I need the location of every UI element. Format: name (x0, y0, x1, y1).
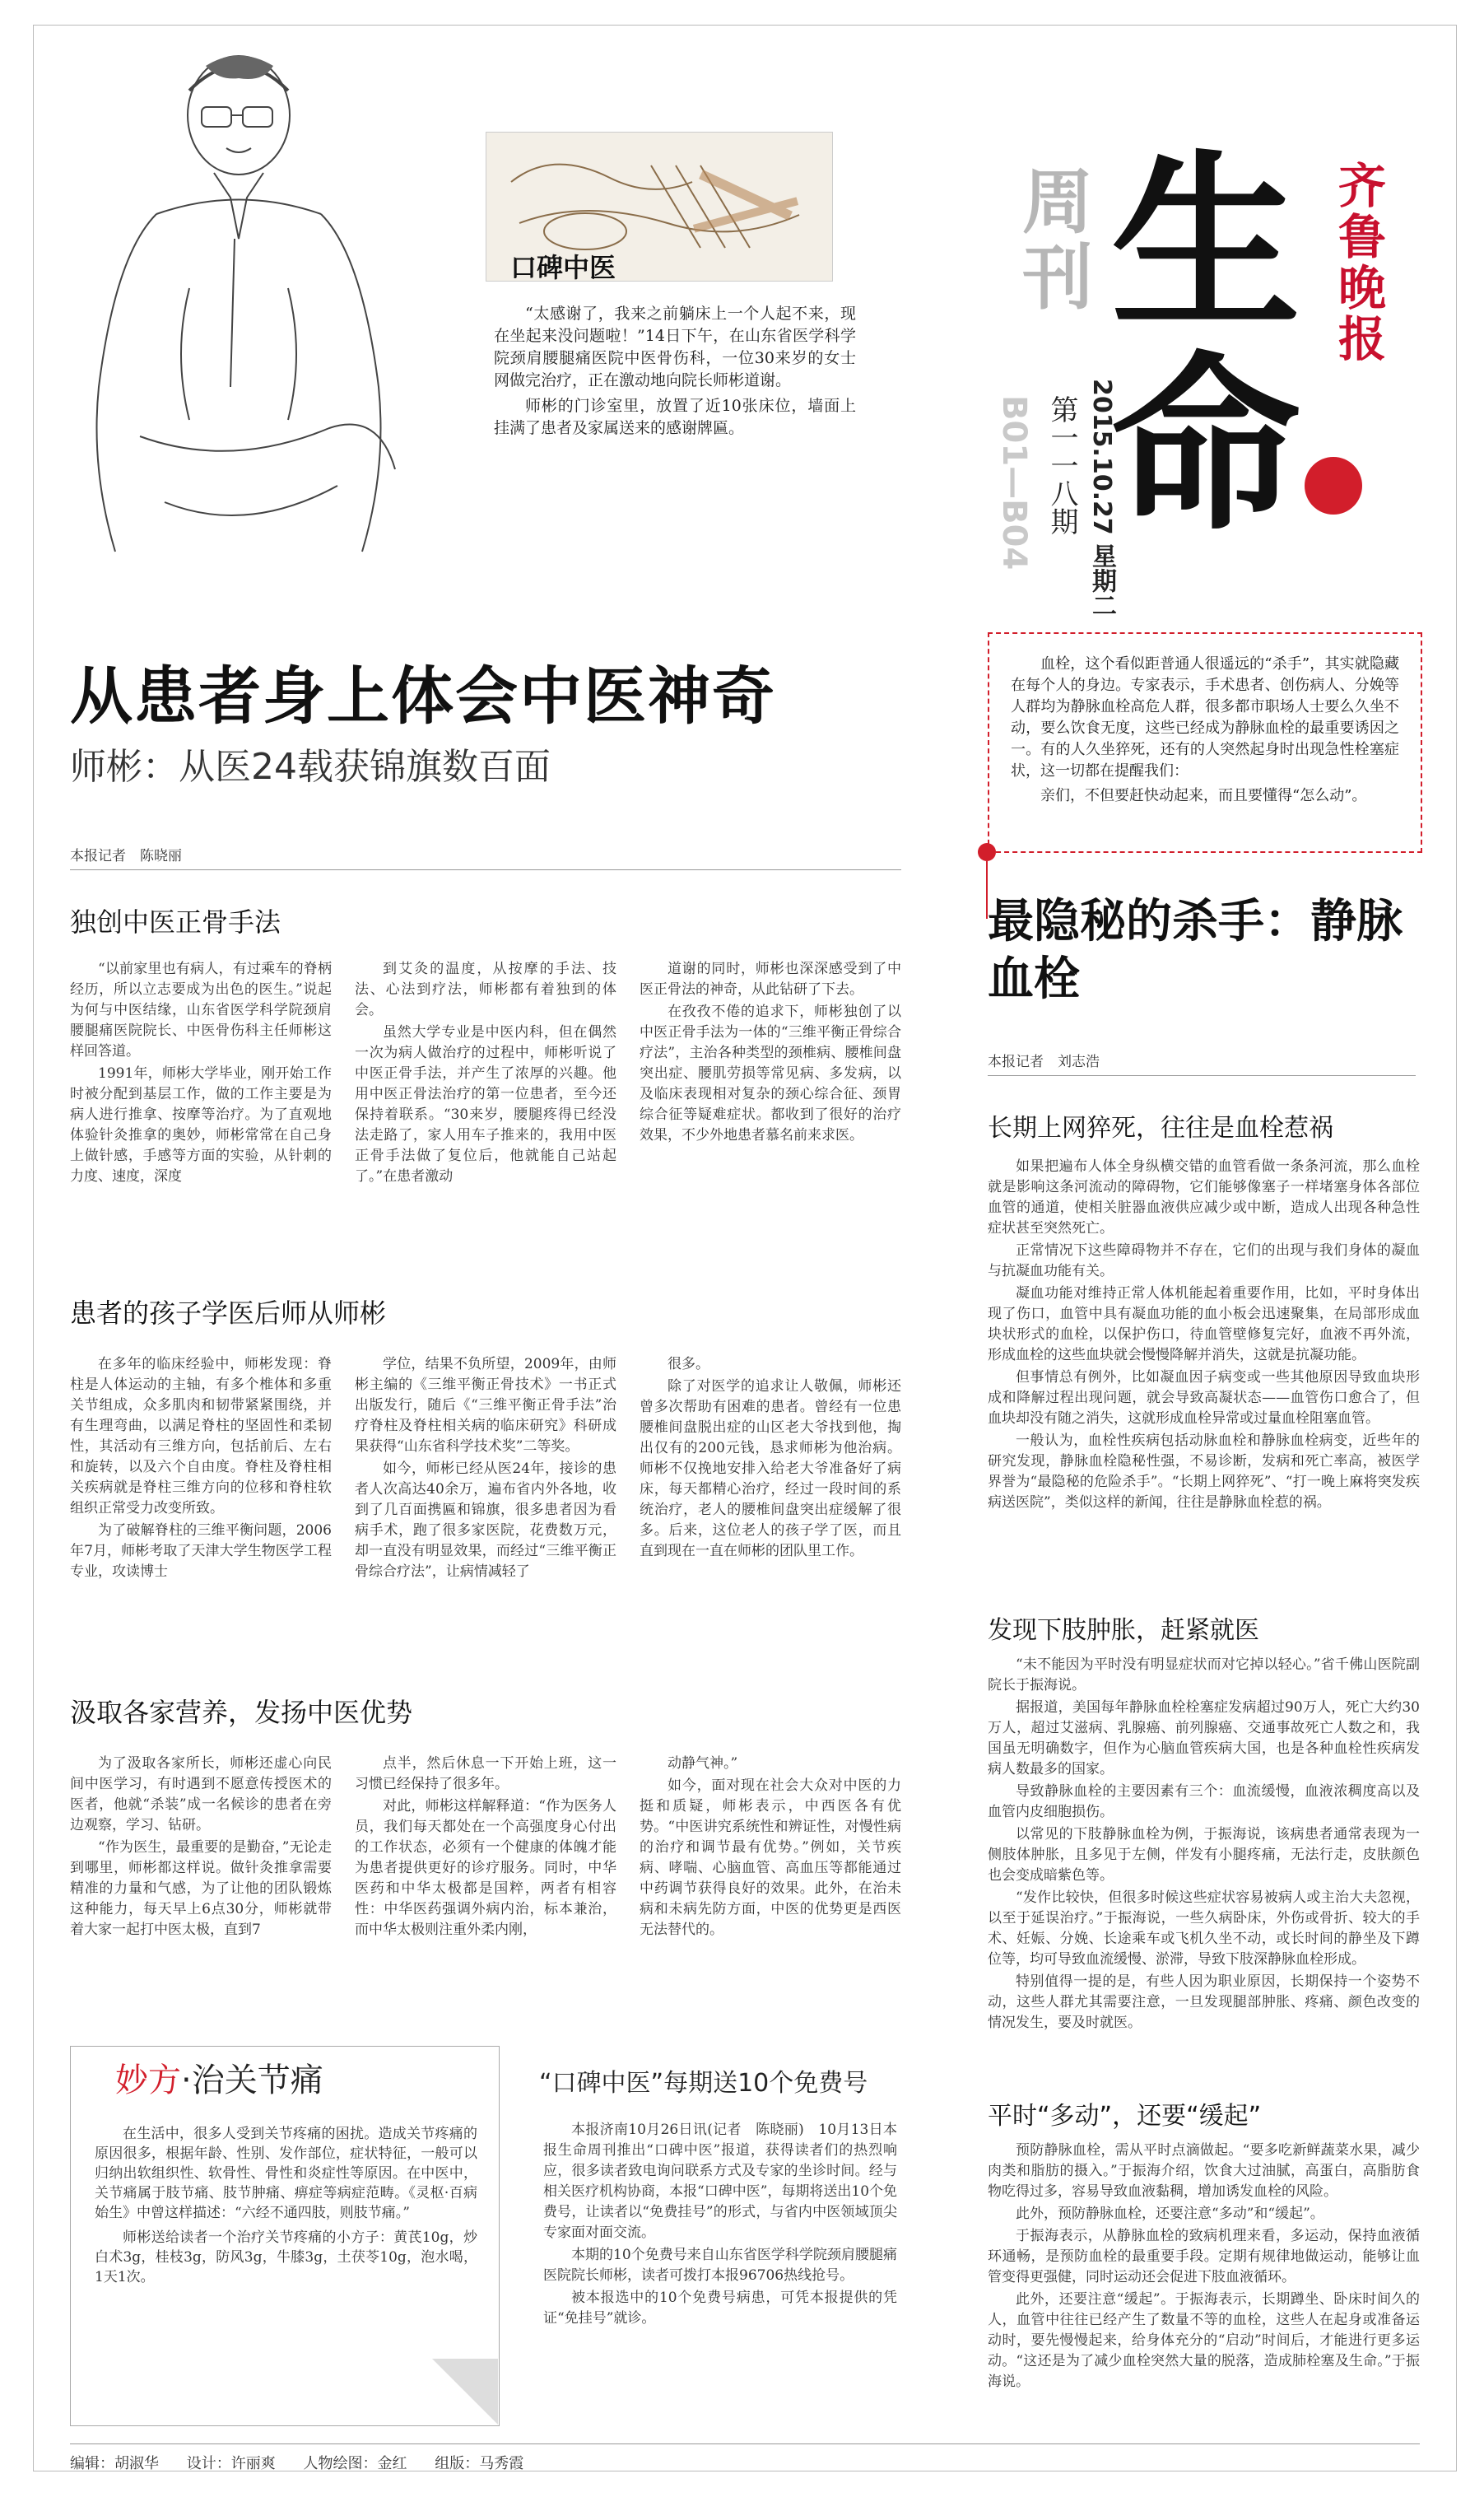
paragraph: 为了汲取各家所长，师彬还虚心向民间中医学习，有时遇到不愿意传授医术的医者，他就“杀装”成一名候诊的患者在旁边观察，学习、钻研。 (70, 1755, 332, 1833)
brand-logo: 齐鲁晚报 (1337, 158, 1386, 367)
text-column (640, 1354, 901, 1651)
masthead-red-dot (1305, 457, 1362, 515)
masthead-life: 生命 (1110, 135, 1300, 557)
issue-date-text: 2015.10.27 (1087, 379, 1116, 535)
intro-paragraph: “太感谢了，我来之前躺床上一个人起不来，现在坐起来没问题啦！”14日下午，在山东省医学科学院颈肩腰腿痛医院中医骨伤科，一位30来岁的女士网做完治疗，正在激动地向院长师彬道谢。 (494, 305, 856, 389)
credits-footer (70, 2452, 547, 2473)
paragraph: 凝血功能对维持正常人体机能起着重要作用，比如，平时身体出现了伤口，血管中具有凝血功能的血小板会迅速聚集，在局部形成血块状形式的血栓，以保护伤口，待血管壁修复完好，血液不再外流，形成血栓的这些血块就会慢慢降解并消失，这就是抗凝功能。 (988, 1285, 1420, 1363)
text-column (355, 959, 616, 1280)
footer-divider (70, 2443, 1420, 2444)
main-subheadline: 师彬：从医24载获锦旗数百面 (70, 746, 551, 788)
paragraph: 导致静脉血栓的主要因素有三个：血流缓慢，血液浓稠度高以及血管内皮细胞损伤。 (988, 1783, 1420, 1820)
page-range: B01—B04 (995, 395, 1033, 571)
paragraph: 如果把遍布人体全身纵横交错的血管看做一条条河流，那么血栓就是影响这条河流动的障碍物，它们能够像塞子一样堵塞身体各部位血管的通道，使相关脏器血液供应减少或中断，造成人出现各种急性症状甚至突然死亡。 (988, 1158, 1420, 1237)
text-column (70, 959, 332, 1280)
issue-weekday: 星期二 (1087, 543, 1116, 618)
paragraph: 动静气神。” (668, 1755, 738, 1772)
credit-layout: 组版：马秀霞 (435, 2455, 524, 2472)
masthead-weekly: 周刊 (1022, 161, 1093, 319)
section-columns (70, 1354, 901, 1651)
feature-intro (494, 303, 856, 443)
paragraph: 学位，结果不负所望，2009年，由师彬主编的《三维平衡正骨技术》一书正式出版发行，随后《“三维平衡正骨手法”治疗脊柱及脊柱相关病的临床研究》科研成果获得“山东省科学技术奖”二等奖。 (355, 1356, 616, 1455)
doctor-portrait-sketch (66, 41, 453, 576)
section-heading: 长期上网猝死，往往是血栓惹祸 (988, 1114, 1333, 1143)
section-text (988, 1157, 1420, 1585)
feature-byline: 本报记者 陈晓丽 (70, 844, 901, 870)
paragraph: 对此，师彬这样解释道：“作为医务人员，我们每天都处在一个高强度身心付出的工作状态，必须有一个健康的体魄才能为患者提供更好的诊疗服务。同时，中华医药和中华太极都是国粹，两者有相容性：中华医药强调外病内治，标本兼治，而中华太极则注重外柔内刚， (355, 1798, 616, 1938)
section-columns (70, 1754, 901, 2025)
remedy-title (115, 2054, 323, 2101)
remedy-title-rest: ·治关节痛 (181, 2061, 323, 2099)
paragraph: 本报济南10月26日讯(记者 陈晓丽) 10月13日本报生命周刊推出“口碑中医”报道，获得读者们的热烈响应，很多读者致电询问联系方式及专家的坐诊时间。经与相关医疗机构协商，本报“口碑中医”，每期将送出10个免费号，让读者以“免费挂号”的形式，与省内中医领域顶尖专家面对面交流。 (543, 2122, 898, 2241)
paragraph: 到艾灸的温度，从按摩的手法、技法、心法到疗法，师彬都有着独到的体会。 (355, 961, 616, 1018)
lead-red-dot (978, 843, 996, 861)
text-column (640, 1754, 901, 2025)
text-column (355, 1754, 616, 2025)
paragraph: 在孜孜不倦的追求下，师彬独创了以中医正骨手法为一体的“三维平衡正骨综合疗法”，主治各种类型的颈椎病、腰椎间盘突出症、腰肌劳损等常见病、多发病，以及临床表现相对复杂的颈心综合征、颈胃综合征等疑难症状。都收到了很好的治疗效果，不少外地患者慕名前来求医。 (640, 1004, 901, 1144)
paragraph: 一般认为，血栓性疾病包括动脉血栓和静脉血栓病变，近些年的研究发现，静脉血栓隐秘性强，不易诊断，发病和死亡率高，被医学界誉为“最隐秘的危险杀手”。“长期上网猝死”、“打一晚上麻将突发疾病送医院”，类似这样的新闻，往往是静脉血栓惹的祸。 (988, 1433, 1420, 1511)
paragraph: 1991年，师彬大学毕业，刚开始工作时被分配到基层工作，做的工作主要是为病人进行推拿、按摩等治疗。为了直观地体验针灸推拿的奥妙，师彬常常在自己身上做针感，手感等方面的实验，从针刺的力度、速度，深度 (70, 1065, 332, 1185)
paragraph: 据报道，美国每年静脉血栓栓塞症发病超过90万人，死亡大约30万人，超过艾滋病、乳腺癌、前列腺癌、交通事故死亡人数之和，我国虽无明确数字，但作为心脑血管疾病大国，也是各种血栓性疾病发病人数最多的国家。 (988, 1699, 1420, 1777)
text-column (70, 1754, 332, 2025)
paragraph: 道谢的同时，师彬也深深感受到了中医正骨法的神奇，从此钻研了下去。 (640, 961, 901, 998)
section-heading: 汲取各家营养，发扬中医优势 (70, 1697, 413, 1728)
intro-paragraph: 师彬的门诊室里，放置了近10张床位，墙面上挂满了患者及家属送来的感谢牌匾。 (494, 397, 856, 437)
paragraph: 为了破解脊柱的三维平衡问题，2006年7月，师彬考取了天津大学生物医学工程专业，攻读博士 (70, 1522, 332, 1580)
paragraph: 在多年的临床经验中，师彬发现：脊柱是人体运动的主轴，有多个椎体和多重关节组成，众多肌肉和韧带紧紧围绕，并有生理弯曲，以满足脊柱的坚固性和柔韧性，其活动有三维方向，包括前后、左右和旋转，以及六个自由度。脊柱及脊柱相关疾病就是脊柱三维方向的位移和脊柱软组织正常受力改变所致。 (70, 1356, 332, 1516)
remedy-title-red: 妙方 (115, 2061, 181, 2099)
paragraph: 虽然大学专业是中医内科，但在偶然一次为病人做治疗的过程中，师彬听说了中医正骨手法，并产生了浓厚的兴趣。他用中医正骨法治疗的第一位患者，至今还保持着联系。“30来岁，腰腿疼得已经没法走路了，家人用车子推来的，我用中医正骨手法做了复位后，他就能自己站起了。”在患者激动 (355, 1024, 616, 1185)
paragraph: 此外，还要注意“缓起”。于振海表示，长期蹲坐、卧床时间久的人，血管中往往已经产生了数量不等的血栓，这些人在起身或准备运动时，要先慢慢起来，给身体充分的“启动”时间后，才能进行更多运动。“这还是为了减少血栓突然大量的脱落，造成肺栓塞及生命。”于振海说。 (988, 2291, 1420, 2390)
paragraph: 点半，然后休息一下开始上班，这一习惯已经保持了很多年。 (355, 1755, 616, 1792)
credit-design: 设计：许丽爽 (186, 2455, 276, 2472)
paragraph: 师彬送给读者一个治疗关节疼痛的小方子：黄芪10g，炒白术3g，桂枝3g，防风3g，牛膝3g，土茯苓10g，泡水喝，1天1次。 (95, 2229, 477, 2285)
paragraph: 被本报选中的10个免费号病患，可凭本报提供的凭证“免挂号”就诊。 (543, 2290, 897, 2327)
paragraph: “未不能因为平时没有明显症状而对它掉以轻心。”省千佛山医院副院长于振海说。 (988, 1656, 1420, 1693)
column-title: 口碑中医 (510, 252, 616, 283)
free-offer-text (543, 2120, 897, 2331)
section-text (988, 1655, 1420, 2075)
free-offer-title: “口碑中医”每期送10个免费号 (539, 2069, 868, 2098)
paragraph: 在生活中，很多人受到关节疼痛的困扰。造成关节疼痛的原因很多，根据年龄、性别、发作部位，症状特征，一般可以归纳出软组织性、软骨性、骨性和炎症性等原因。在中医中，关节痛属于肢节痛、肢节肿痛、痹症等病症范畴。《灵枢·百病始生》中曾这样描述：“六经不通四肢，则肢节痛。” (95, 2126, 477, 2221)
text-column (70, 1354, 332, 1651)
paragraph: 本期的10个免费号来自山东省医学科学院颈肩腰腿痛医院院长师彬，读者可拨打本报96706热线抢号。 (543, 2247, 897, 2284)
issue-number: 第一一八期 (1045, 395, 1078, 535)
right-byline: 本报记者 刘志浩 (988, 1050, 1416, 1076)
paragraph: 此外，预防静脉血栓，还要注意“多动”和“缓起”。 (1016, 2206, 1324, 2222)
lead-paragraph: 血栓，这个看似距普通人很遥远的“杀手”，其实就隐藏在每个人的身边。专家表示，手术患者、创伤病人、分娩等人群均为静脉血栓高危人群，很多都市职场人士要么久坐不动，要么饮食无度，这些已经成为静脉血栓的最重要诱因之一。有的人久坐猝死，还有的人突然起身时出现急性栓塞症状，这一切都在提醒我们： (1011, 655, 1399, 780)
section-heading: 患者的孩子学医后师从师彬 (70, 1297, 387, 1329)
credit-editor: 编辑：胡淑华 (70, 2455, 159, 2472)
section-text (988, 2141, 1420, 2437)
main-headline: 从患者身上体会中医神奇 (70, 659, 776, 733)
page-fold-corner (432, 2359, 498, 2425)
paragraph: 如今，师彬已经从医24年，接诊的患者人次高达40余万，遍布省内外各地，收到了几百面携匾和锦旗，很多患者因为看病手术，跑了很多家医院，花费数万元，却一直没有明显效果，而经过“三维平衡正骨综合疗法”，让病情减轻了 (355, 1460, 616, 1580)
remedy-text (95, 2124, 477, 2292)
section-columns (70, 959, 901, 1280)
paragraph: 很多。 (668, 1356, 709, 1372)
paragraph: “以前家里也有病人，有过乘车的脊柄经历，所以立志要成为出色的医生。”说起为何与中医结缘，山东省医学科学院颈肩腰腿痛医院院长、中医骨伤科主任师彬这样回答道。 (70, 961, 332, 1060)
paragraph: 除了对医学的追求让人敬佩，师彬还曾多次帮助有困难的患者。曾经有一位患腰椎间盘脱出症的山区老大爷找到他，掏出仅有的200元钱，恳求师彬为他治病。师彬不仅挽地安排入给老大爷准备好了病床，每天都精心治疗，经过一段时间的系统治疗，老人的腰椎间盘突出症缓解了很多。后来，这位老人的孩子学了医，而且直到现在一直在师彬的团队里工作。 (640, 1378, 901, 1559)
paragraph: 以常见的下肢静脉血栓为例，于振海说，该病患者通常表现为一侧肢体肿胀，且多见于左侧，伴发有小腿疼痛，无法行走，皮肤颜色也会变成暗紫色等。 (988, 1826, 1420, 1884)
paragraph: 正常情况下这些障碍物并不存在，它们的出现与我们身体的凝血与抗凝血功能有关。 (988, 1242, 1420, 1279)
section-heading: 独创中医正骨手法 (70, 906, 281, 938)
lead-paragraph: 亲们，不但要赶快动起来，而且要懂得“怎么动”。 (1040, 787, 1367, 804)
paragraph: 于振海表示，从静脉血栓的致病机理来看，多运动，保持血液循环通畅，是预防血栓的最重要手段。定期有规律地做运动，能够让血管变得更强健，同时运动还会促进下肢血液循环。 (988, 2228, 1420, 2285)
credit-drawing: 人物绘图：金红 (303, 2455, 407, 2472)
section-heading: 平时“多动”，还要“缓起” (988, 2102, 1262, 2131)
lead-box (988, 632, 1422, 853)
paragraph: 特别值得一提的是，有些人因为职业原因，长期保持一个姿势不动，这些人群尤其需要注意，一旦发现腿部肿胀、疼痛、颜色改变的情况发生，要及时就医。 (988, 1973, 1420, 2031)
text-column (355, 1354, 616, 1651)
text-column (640, 959, 901, 1280)
section-heading: 发现下肢肿胀，赶紧就医 (988, 1616, 1259, 1645)
paragraph: 如今，面对现在社会大众对中医的力挺和质疑，师彬表示，中西医各有优势。“中医讲究系统性和辨证性，对慢性病的治疗和调节最有优势。”例如，关节疾病、哮喘、心脑血管、高血压等都能通过中药调节获得良好的效果。此外，在治未病和未病先防方面，中医的优势更是西医无法替代的。 (640, 1777, 901, 1938)
paragraph: “作为医生，最重要的是勤奋，”无论走到哪里，师彬都这样说。做针灸推拿需要精准的力量和气感，为了让他的团队锻炼这种能力，每天早上6点30分，师彬就带着大家一起打中医太极，直到7 (70, 1839, 332, 1938)
right-headline: 最隐秘的杀手：静脉血栓 (988, 895, 1403, 1006)
paragraph: 预防静脉血栓，需从平时点滴做起。“要多吃新鲜蔬菜水果，减少肉类和脂肪的摄入。”于振海介绍，饮食大过油腻，高蛋白，高脂肪食物吃得过多，容易导致血液黏稠，增加诱发血栓的风险。 (988, 2142, 1420, 2200)
paragraph: 但事情总有例外，比如凝血因子病变或一些其他原因导致血块形成和降解过程出现问题，就会导致高凝状态——血管伤口愈合了，但血块却没有随之消失，这就形成血栓异常或过量血栓阻塞血管。 (988, 1369, 1420, 1427)
paragraph: “发作比较快，但很多时候这些症状容易被病人或主治大夫忽视，以至于延误治疗。”于振海说，一些久病卧床，外伤或骨折、较大的手术、妊娠、分娩、长途乘车或飞机久坐不动，或长时间的静坐及下蹲位等，均可导致血流缓慢、淤滞，导致下肢深静脉血栓形成。 (988, 1889, 1420, 1968)
